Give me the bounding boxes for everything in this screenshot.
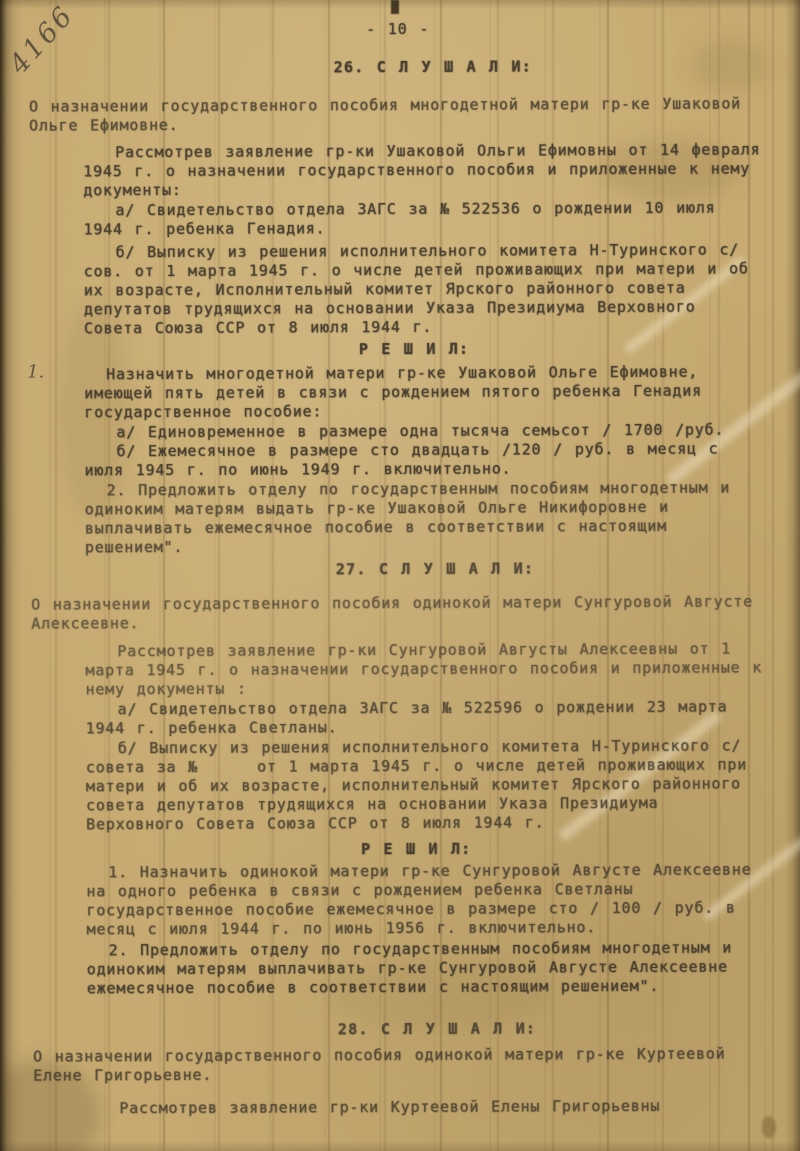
resolution-paragraph: б/ Ежемесячное в размере сто двадцать /120 / руб. в месяц с июля 1945 г. по июнь 1949 г. включительно. xyxy=(84,439,731,480)
resolution-paragraph: 2. Предложить отделу по государственным пособиям многодетным и одиноким матерям выплачивать гр-ке Сунгуровой Августе Алексеевне ежемесячное пособие в соответствии с настоящим решением". xyxy=(86,938,745,998)
section-26-topic: О назначении государственного пособия многодетной матери гр-ке Ушаковой Ольге Ефимовне. xyxy=(28,94,753,135)
section-27-resolution-heading: Р Е Ш И Л: xyxy=(360,839,472,859)
section-26-heading: 26. С Л У Ш А Л И: xyxy=(333,57,532,77)
paragraph: б/ Выписку из решения исполнительного комитета Н-Туринского с/сов. от 1 марта 1945 г. о числе детей проживающих при матери и об их возрасте, Исполнительный комитет Ярского районного совета депутатов трудящихся на основании Указа Президиума Верховного Совета Союза ССР от 8 июля 1944 г. xyxy=(83,240,761,338)
paragraph: а/ Свидетельство отдела ЗАГС за № 522596 о рождении 23 марта 1944 г. ребенка Светланы. xyxy=(85,697,740,738)
section-27-heading: 27. С Л У Ш А Л И: xyxy=(335,559,535,579)
paragraph: Рассмотрев заявление гр-ки Ушаковой Ольги Ефимовны от 14 февраля 1945 г. о назначении государственного пособия и приложенные к нему документы: xyxy=(83,140,773,200)
section-28-heading: 28. С Л У Ш А Л И: xyxy=(337,1019,537,1039)
section-27-topic: О назначении государственного пособия одинокой матери Сунгуровой Августе Алексеевне. xyxy=(31,592,765,633)
page-number: - 10 - xyxy=(366,19,430,39)
resolution-paragraph: а/ Единовременное в размере одна тысяча семьсот / 1700 /руб. xyxy=(116,420,725,442)
handwritten-margin-number: 1. xyxy=(27,361,45,383)
paragraph: б/ Выписку из решения исполнительного комитета Н-Туринского с/совета за № от 1 марта 1945 г. о числе детей проживающих при матери и об их возрасте, исполнительный комитет Ярского районного совета депутатов трудящихся на основании Указа Президиума Верховного Совета Союза ССР от 8 июля 1944 г. xyxy=(85,736,759,834)
paragraph: Рассмотрев заявление гр-ки Сунгуровой Августы Алексеевны от 1 марта 1945 г. о назначении государственного пособия и приложенные к нему документы : xyxy=(85,639,774,699)
section-28-topic: О назначении государственного пособия одинокой матери гр-ке Куртеевой Елене Григорьевне. xyxy=(33,1044,738,1085)
resolution-paragraph: 2. Предложить отделу по государственным пособиям многодетным и одиноким матерям выдать гр-ке Ушаковой Ольге Никифоровне и выплачивать ежемесячное пособие в соответствии с настоящим решением". xyxy=(84,478,743,557)
section-26-resolution-heading: Р Е Ш И Л: xyxy=(358,339,470,359)
resolution-paragraph: 1. Назначить одинокой матери гр-ке Сунгуровой Августе Алексеевне на одного ребенка в связи с рождением ребенка Светланы государственное пособие ежемесячное в размере сто / 100 / руб. в месяц с июля 1944 г. по июнь 1956 г. включительно. xyxy=(86,860,764,939)
paragraph: Рассмотрев заявление гр-ки Куртеевой Елены Григорьевны xyxy=(119,1096,661,1118)
paragraph: а/ Свидетельство отдела ЗАГС за № 522536 о рождении 10 июля 1944 г. ребенка Генадия. xyxy=(83,198,728,239)
handwritten-archive-number: 4166 xyxy=(3,0,81,81)
resolution-paragraph: Назначить многодетной матери гр-ке Ушаковой Ольге Ефимовне, имеющей пять детей в связи с рождением пятого ребенка Генадия государственное пособие: xyxy=(84,362,714,422)
